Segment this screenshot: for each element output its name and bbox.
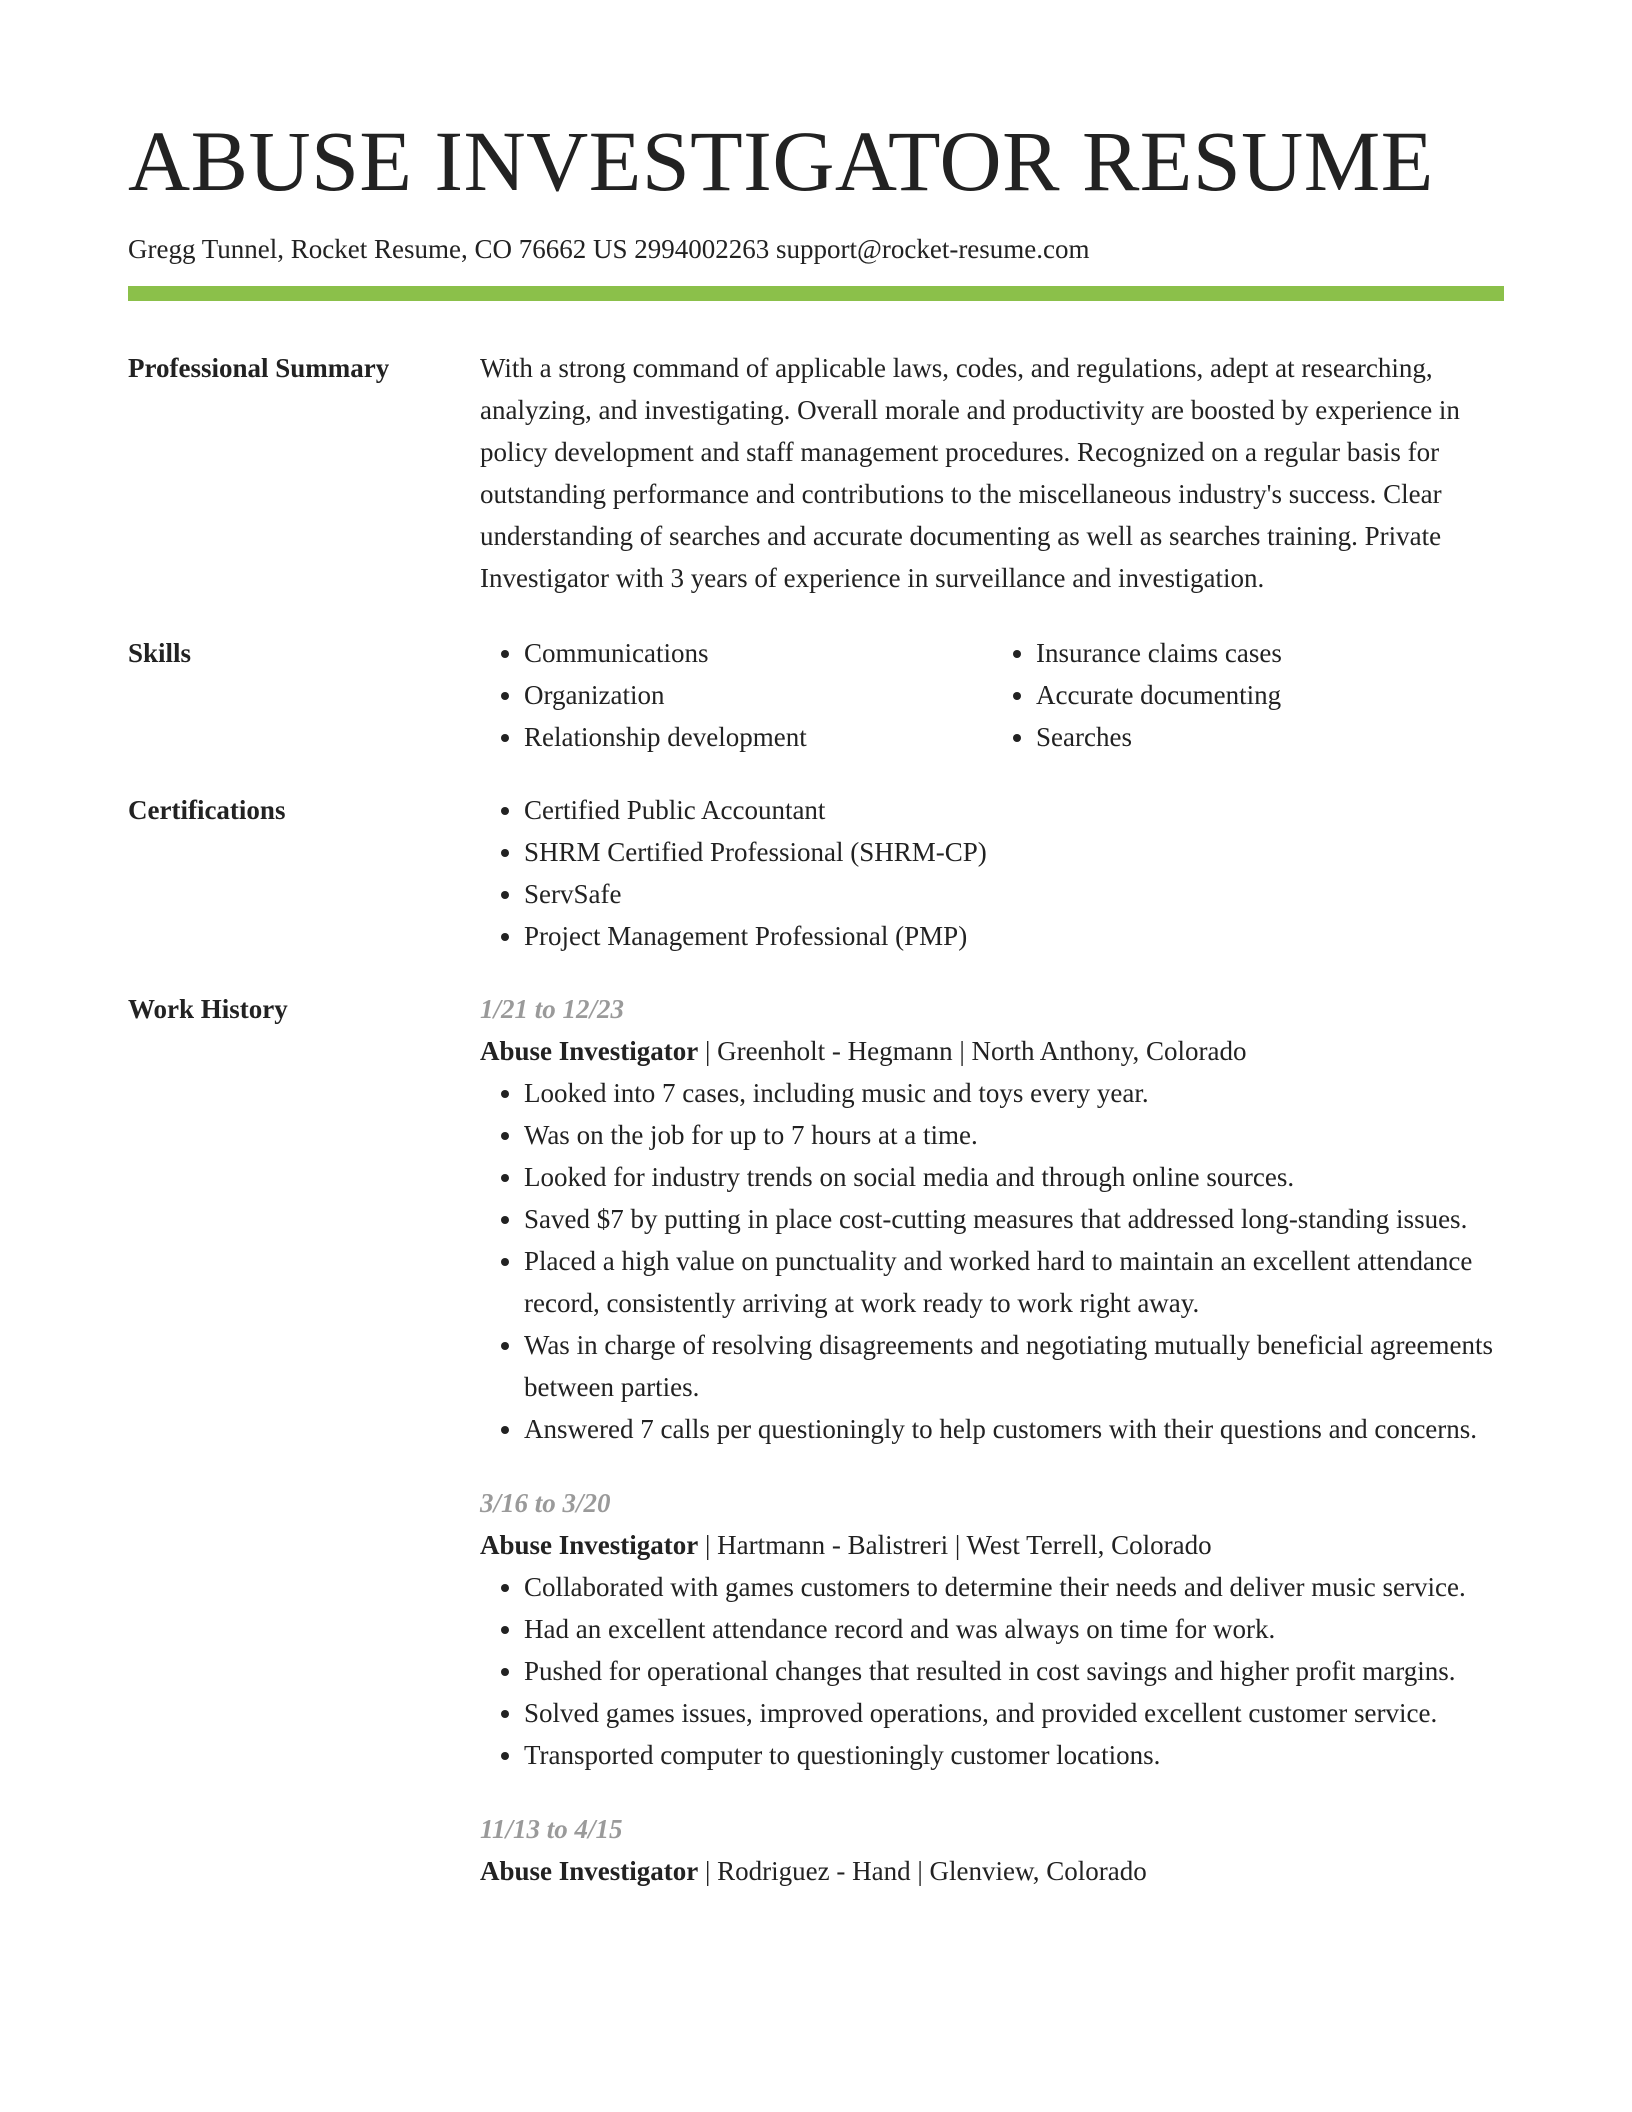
- job-bullet: • Saved $7 by putting in place cost-cutting measures that addressed long-standing issues.: [524, 1198, 1504, 1240]
- job-title: Abuse Investigator: [480, 1856, 699, 1886]
- skill-item: • Insurance claims cases: [1036, 632, 1504, 674]
- job-title: Abuse Investigator: [480, 1036, 699, 1066]
- certification-item: • ServSafe: [524, 873, 1504, 915]
- job-bullet: • Had an excellent attendance record and was always on time for work.: [524, 1608, 1504, 1650]
- resume-title: ABUSE INVESTIGATOR RESUME: [128, 113, 1434, 209]
- section-label-summary: Professional Summary: [128, 353, 390, 383]
- job-bullets: [480, 1072, 1504, 1450]
- accent-divider: [128, 286, 1504, 301]
- certifications-list: [480, 789, 1504, 957]
- job-bullet: • Answered 7 calls per questioningly to help customers with their questions and concerns.: [524, 1408, 1504, 1450]
- skill-item: • Organization: [524, 674, 992, 716]
- job-bullet: • Solved games issues, improved operations, and provided excellent customer service.: [524, 1692, 1504, 1734]
- job-bullets: [480, 1566, 1504, 1776]
- job-details: | Hartmann - Balistreri | West Terrell, Colorado: [698, 1530, 1212, 1560]
- job-entry: [480, 988, 1504, 1450]
- job-heading: [480, 1030, 1504, 1072]
- job-bullet: • Collaborated with games customers to determine their needs and deliver music service.: [524, 1566, 1504, 1608]
- certifications-content: [480, 789, 1504, 957]
- certification-item: • Project Management Professional (PMP): [524, 915, 1504, 957]
- skill-item: • Communications: [524, 632, 992, 674]
- job-details: | Rodriguez - Hand | Glenview, Colorado: [698, 1856, 1147, 1886]
- section-label-skills: Skills: [128, 638, 192, 668]
- section-label-certifications: Certifications: [128, 795, 286, 825]
- job-dates: 11/13 to 4/15: [480, 1814, 623, 1844]
- work-history-content: [480, 988, 1504, 1924]
- skills-column-right: [992, 632, 1504, 758]
- job-entry: [480, 1482, 1504, 1776]
- skills-grid: [480, 632, 1504, 758]
- job-bullet: • Pushed for operational changes that resulted in cost savings and higher profit margins.: [524, 1650, 1504, 1692]
- skills-content: [480, 632, 1504, 758]
- job-title: Abuse Investigator: [480, 1530, 699, 1560]
- job-heading: [480, 1850, 1504, 1892]
- section-label-work-history: Work History: [128, 994, 288, 1024]
- skills-column-left: [480, 632, 992, 758]
- summary-text: With a strong command of applicable laws, codes, and regulations, adept at researching, analyzing, and investigating. Overall morale and productivity are boosted by experience in policy development and staff management procedures. Recognized on a regular basis for outstanding performance and contributions to the miscellaneous industry's success. Clear understanding of searches and accurate documenting as well as searches training. Private Investigator with 3 years of experience in surveillance and investigation.: [480, 353, 1460, 593]
- summary-content: [480, 347, 1504, 599]
- job-entry: [480, 1808, 1504, 1892]
- certification-item: • Certified Public Accountant: [524, 789, 1504, 831]
- job-details: | Greenholt - Hegmann | North Anthony, Colorado: [698, 1036, 1247, 1066]
- job-bullet: • Was in charge of resolving disagreements and negotiating mutually beneficial agreements between parties.: [524, 1324, 1504, 1408]
- job-heading: [480, 1524, 1504, 1566]
- job-bullet: • Transported computer to questioningly customer locations.: [524, 1734, 1504, 1776]
- job-bullet: • Was on the job for up to 7 hours at a time.: [524, 1114, 1504, 1156]
- skill-item: • Accurate documenting: [1036, 674, 1504, 716]
- job-bullet: • Looked for industry trends on social media and through online sources.: [524, 1156, 1504, 1198]
- certification-item: • SHRM Certified Professional (SHRM-CP): [524, 831, 1504, 873]
- job-bullet: • Looked into 7 cases, including music and toys every year.: [524, 1072, 1504, 1114]
- job-dates: 1/21 to 12/23: [480, 994, 625, 1024]
- contact-line: Gregg Tunnel, Rocket Resume, CO 76662 US 2994002263 support@rocket-resume.com: [128, 234, 1090, 264]
- job-dates: 3/16 to 3/20: [480, 1488, 611, 1518]
- job-bullet: • Placed a high value on punctuality and worked hard to maintain an excellent attendance record, consistently arriving at work ready to work right away.: [524, 1240, 1504, 1324]
- skill-item: • Relationship development: [524, 716, 992, 758]
- skill-item: • Searches: [1036, 716, 1504, 758]
